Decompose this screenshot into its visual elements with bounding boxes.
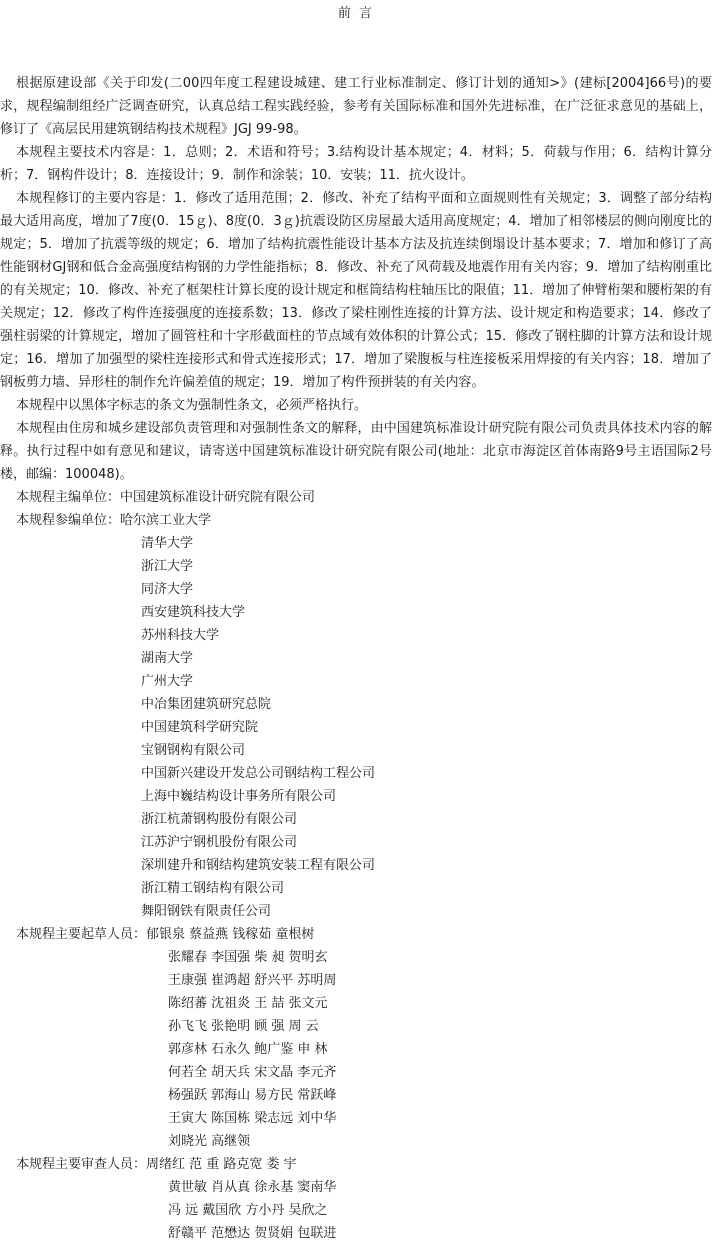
reviewers-row [0,1153,712,1176]
drafters-names: 陈绍蕃 沈祖炎 王 喆 张文元 [168,996,328,1011]
page-title: 前 言 [337,6,375,21]
participating-unit: 浙江杭萧钢构股份有限公司 [141,812,298,827]
paragraph-management: 本规程由住房和城乡建设部负责管理和对强制性条文的解释，由中国建筑标准设计研究院有限公司负责具体技术内容的解释。执行过程中如有意见和建议，请寄送中国建筑标准设计研究院有限公司(地址：北京市海淀区首体南路9号主语国际2号楼，邮编：100048)。 [0,421,712,482]
participating-unit: 广州大学 [141,674,194,689]
participating-unit: 宝钢钢构有限公司 [141,743,246,758]
drafters-names: 郭彦林 石永久 鲍广鉴 申 林 [168,1042,328,1057]
chief-unit-row [0,486,712,509]
drafters-names: 杨强跃 郭海山 易方民 常跃峰 [168,1088,337,1103]
drafters-names: 孙飞飞 张艳明 顾 强 周 云 [168,1019,319,1034]
reviewers-names: 舒赣平 范懋达 贺贤娟 包联进 [168,1226,337,1241]
reviewers-names: 周绪红 范 重 路克宽 娄 宇 [146,1157,297,1172]
drafters-label: 本规程主要起草人员： [16,927,147,942]
drafters-row [0,923,712,946]
paragraph-mandatory-clauses: 本规程中以黑体字标志的条文为强制性条文，必须严格执行。 [16,398,368,413]
participating-unit: 清华大学 [141,536,194,551]
drafters-names: 郁银泉 蔡益燕 钱稼茹 童根树 [146,927,315,942]
participating-unit: 中冶集团建筑研究总院 [141,697,272,712]
participating-unit: 哈尔滨工业大学 [120,513,212,528]
drafters-names: 何若全 胡天兵 宋文晶 李元齐 [168,1065,337,1080]
drafters-names: 王康强 崔鸿超 舒兴平 苏明周 [168,973,337,988]
participating-unit: 江苏沪宁钢机股份有限公司 [141,835,298,850]
chief-unit-name: 中国建筑标准设计研究院有限公司 [120,490,316,505]
reviewers-label: 本规程主要审查人员： [16,1157,147,1172]
participating-unit: 深圳建升和钢结构建筑安装工程有限公司 [141,858,376,873]
participating-units-row [0,509,712,532]
paragraph-revision-content: 本规程修订的主要内容是：1．修改了适用范围；2．修改、补充了结构平面和立面规则性有关规定；3．调整了部分结构最大适用高度，增加了7度(0．15ｇ)、8度(0．3ｇ)抗震设防区房屋最大适用高度规定；4．增加了相邻楼层的侧向刚度比的规定；5．增加了抗震等级的规定；6．增加了结构抗震性能设计基本方法及抗连续倒塌设计基本要求；7．增加和修订了高性能钢材GJ钢和低合金高强度结构钢的力学性能指标；8．修改、补充了风荷载及地震作用有关内容；9．增加了结构刚重比的有关规定；10．修改、补充了框架柱计算长度的设计规定和框筒结构柱轴压比的限值；11．增加了伸臂桁架和腰桁架的有关规定；12．修改了构件连接强度的连接系数；13．修改了梁柱刚性连接的计算方法、设计规定和构造要求；14．修改了强柱弱梁的计算规定，增加了圆管柱和十字形截面柱的节点域有效体积的计算公式；15．修改了钢柱脚的计算方法和设计规定；16．增加了加强型的梁柱连接形式和骨式连接形式；17．增加了梁腹板与柱连接板采用焊接的有关内容；18．增加了钢板剪力墙、异形柱的制作允许偏差值的规定；19．增加了构件预拼装的有关内容。 [0,191,712,390]
paragraph-basis: 根据原建设部《关于印发(二00四年度工程建设城建、建工行业标准制定、修订计划的通知>》(建标[2004]66号)的要求，规程编制组经广泛调查研究，认真总结工程实践经验，参考有关国际标准和国外先进标准，在广泛征求意见的基础上，修订了《高层民用建筑钢结构技术规程》JGJ 99-98。 [0,76,712,137]
participating-units-list [0,532,712,923]
participating-unit: 舞阳钢铁有限责任公司 [141,904,272,919]
reviewers-list [0,1176,712,1245]
participating-unit: 同济大学 [141,582,194,597]
reviewers-names: 黄世敏 肖从真 徐永基 窦南华 [168,1180,337,1195]
drafters-names: 刘晓光 高继领 [168,1134,251,1149]
drafters-list [0,946,712,1153]
reviewers-names: 冯 远 戴国欣 方小丹 吴欣之 [168,1203,328,1218]
participating-unit: 中国新兴建设开发总公司钢结构工程公司 [141,766,376,781]
drafters-names: 王寅大 陈国栋 梁志远 刘中华 [168,1111,337,1126]
participating-unit: 浙江精工钢结构有限公司 [141,881,285,896]
participating-unit: 西安建筑科技大学 [141,605,246,620]
chief-unit-label: 本规程主编单位： [16,490,121,505]
participating-unit: 中国建筑科学研究院 [141,720,259,735]
participating-unit: 上海中巍结构设计事务所有限公司 [141,789,337,804]
paragraph-technical-content: 本规程主要技术内容是：1．总则；2．术语和符号；3.结构设计基本规定；4．材料；5．荷载与作用；6．结构计算分析；7．钢构件设计；8．连接设计；9．制作和涂装；10．安装；11．抗火设计。 [0,145,712,183]
participating-unit: 湖南大学 [141,651,194,666]
participating-unit: 浙江大学 [141,559,194,574]
drafters-names: 张耀春 李国强 柴 昶 贺明玄 [168,950,328,965]
participating-units-label: 本规程参编单位： [16,513,121,528]
participating-unit: 苏州科技大学 [141,628,220,643]
